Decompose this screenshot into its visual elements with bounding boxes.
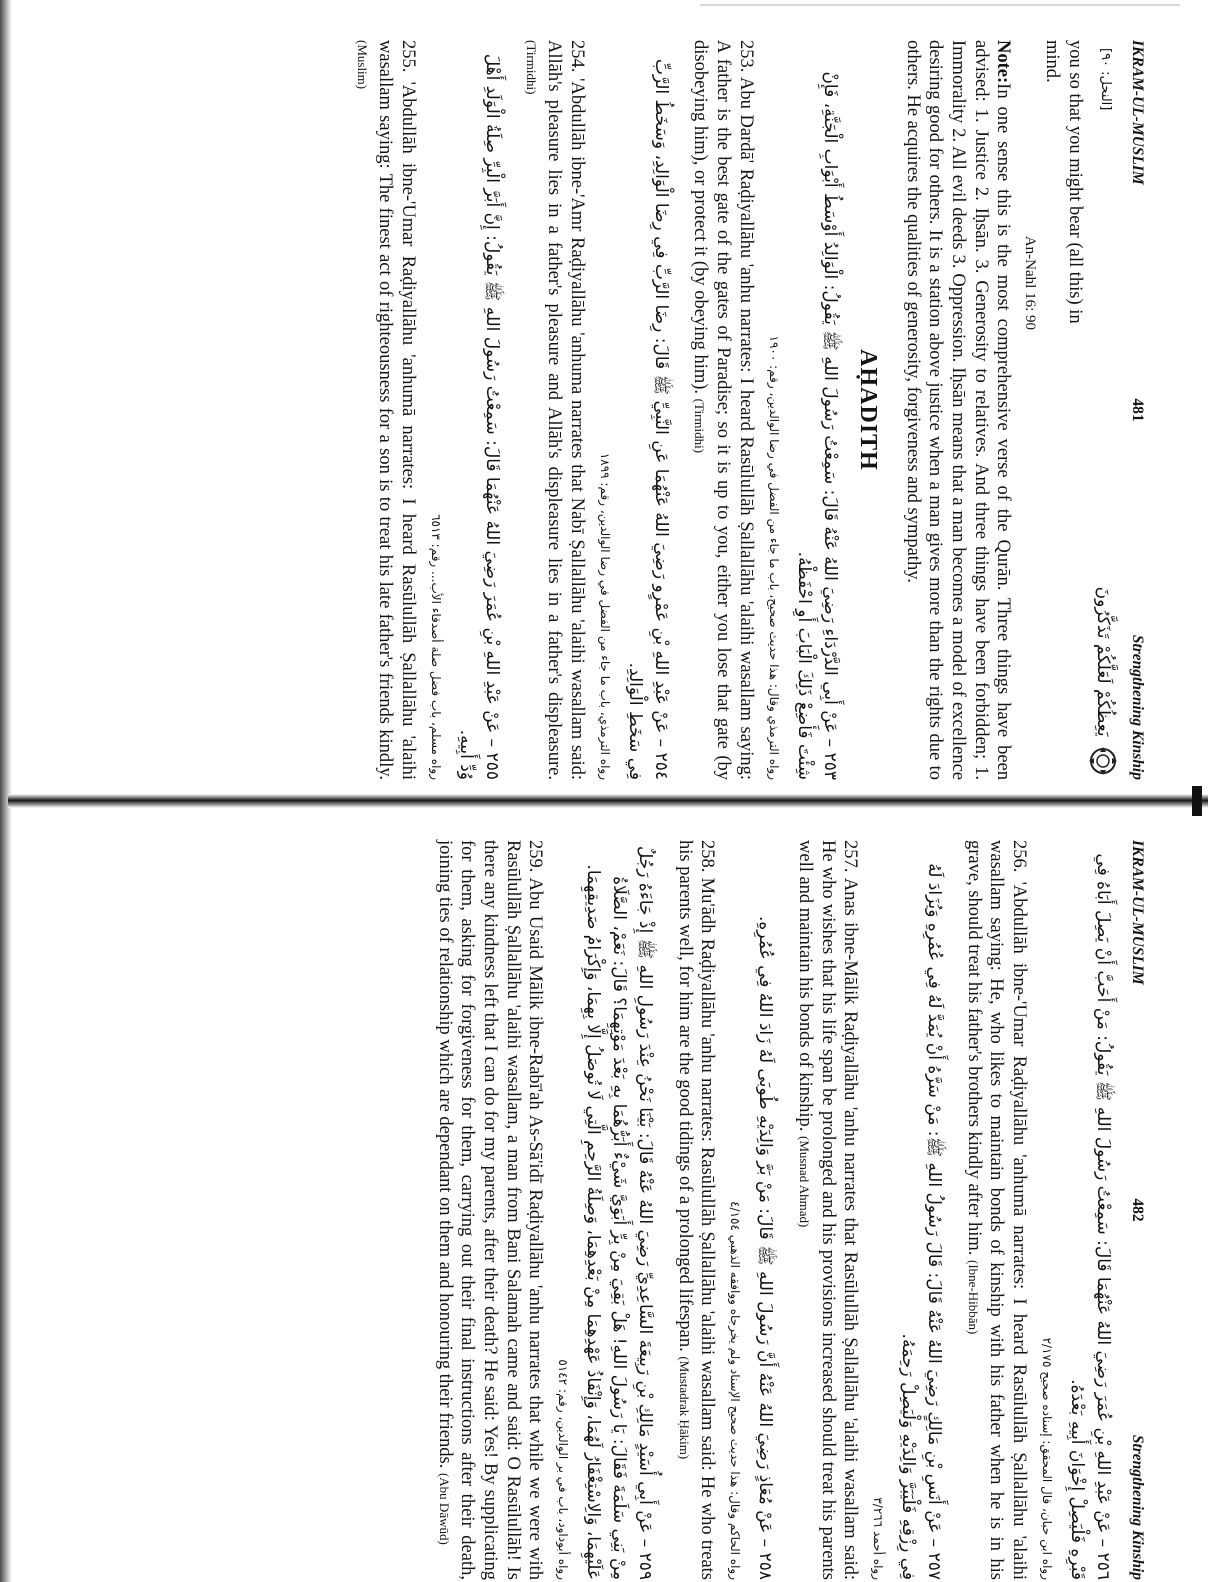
hadith-english-text: 255. 'Abdullāh ibne-'Umar Raḍiyallāhu 'anhumā narrates: I heard Rasūlullāh Ṣallallāhu 'alaihi wasallam saying: The finest act of righteousness for a son is to treat his late father's friends kindly. (375, 40, 419, 780)
hadith-english-text: 256. 'Abdullāh ibne-'Umar Raḍiyallāhu 'anhumā narrates: I heard Rasūlullāh Ṣallallāhu 'alaihi wasallam saying: He, who likes to maintain bonds of kinship with his father when he is in his grave, should treat his father's brothers kindly after him. (963, 840, 1029, 1580)
hadith-arabic-source: رواه الحاكم وقال: هذا حديث صحيح الإسناد ولم يخرجاه ووافقه الذهبي ٤/١٥٤ (728, 1201, 743, 1580)
hadith-arabic: ٢٥٣ – عَنْ أَبِي الدَّرْدَاءِ رَضِيَ اللهُ عَنْهُ قَالَ: سَمِعْتُ رَسُولَ اللهِ ﷺ يَقُولُ: الْوَالِدُ أَوْسَطُ أَبْوَابِ الْجَنَّةِ، فَإِنْ شِئْتَ فَأَضِعْ ذَلِكَ الْبَابَ أَوِ احْفَظْهُ. (793, 71, 840, 780)
hadith-256 (961, 840, 1116, 1580)
verse-english-ref-row (1018, 40, 1041, 330)
hadith-english-text: 259. Abu Usaid Mālik ibne-Rabī'ah As-Sā'idī Raḍiyallāhu 'anhu narrates that while we were with Rasūlullāh Ṣallallāhu 'alaihi wasallam, a man from Bani Salamah came and said: O Rasūlullāh! Is there any kindness left that I can do for my parents, after their death? He said: Yes! By supplicating for them, asking for forgiveness for them, carrying out their final instructions after their death, joining ties of relationship which are dependant on them and honouring their friends. (434, 840, 546, 1580)
hadith-arabic-source: رواه الترمذي، باب ما جاء من الفضل في رضا الوالدين، رقم: ١٨٩٩ (597, 452, 612, 780)
hadith-english-text: 253. Abu Dardā' Raḍiyallāhu 'anhu narrates: I heard Rasūlullāh Ṣallallāhu 'alaihi wasallam saying: A father is the best gate of the gates of Paradise; so it is up to you, either you lose that gate (by disobeying him), or protect it (by obeying him). (690, 40, 756, 780)
page-481 (120, 40, 1150, 780)
hadith-arabic: ٢٥٤ – عَنْ عَبْدِ اللهِ بْنِ عَمْرٍو رَضِيَ اللهُ عَنْهُمَا عَنِ النَّبِيِّ ﷺ قَالَ: رِضَا الرَّبِّ فِي رِضَا الْوَالِدِ، وَسَخَطُ الرَّبِّ فِي سَخَطِ الْوَالِدِ. (624, 58, 671, 780)
hadith-arabic: ٢٥٦ – عَنْ عَبْدِ اللهِ بْنِ عُمَرَ رَضِيَ اللهُ عَنْهُمَا قَالَ: سَمِعْتُ رَسُولَ اللهِ ﷺ يَقُولُ: مَنْ أَحَبَّ أَنْ يَصِلَ أَبَاهُ فِي قَبْرِهِ فَلْيَصِلْ إِخْوَانَ أَبِيهِ بَعْدَهُ. (1067, 853, 1113, 1580)
hadith-arabic: ٢٥٩ – عَنْ أَبِي أُسَيْدٍ مَالِكِ بْنِ رَبِيعَةَ السَّاعِدِيِّ رَضِيَ اللهُ عَنْهُ قَالَ: بَيْنَا نَحْنُ عِنْدَ رَسُولِ اللهِ ﷺ إِذْ جَاءَهُ رَجُلٌ مِنْ بَنِي سَلَمَةَ فَقَالَ: يَا رَسُولَ اللهِ! هَلْ بَقِيَ مِنْ بِرِّ أَبَوَيَّ شَيْءٌ أَبَرُّهُمَا بِهِ بَعْدَ مَوْتِهِمَا؟ قَالَ: نَعَمْ، الصَّلَاةُ عَلَيْهِمَا، وَالِاسْتِغْفَارُ لَهُمَا، وَإِنْفَاذُ عَهْدِهِمَا مِنْ بَعْدِهِمَا، وَصِلَةُ الرَّحِمِ الَّتِي لَا تُوصَلُ إِلَّا بِهِمَا، وَإِكْرَامُ صَدِيقِهِمَا. (583, 845, 656, 1580)
verse-arabic-row (1088, 40, 1118, 780)
hadith-259 (432, 840, 658, 1580)
hadith-english (672, 840, 718, 1580)
hadith-english-text: 254. 'Abdullāh ibne-'Amr Raḍiyallāhu 'anhuma narrates that Nabī Ṣallallāhu 'alaihi wasallam said: Allāh's pleasure lies in a father's pleasure and Allāh's displeasure lies in a father's displeasure. (544, 40, 587, 780)
hadith-source: (Muslim) (354, 40, 370, 90)
verse-arabic-text (1088, 110, 1118, 780)
verse-arabic-reference: [النحل: ٩٠] (1098, 48, 1113, 111)
running-header (1122, 40, 1150, 780)
hadith-english (519, 40, 588, 780)
hadith-english-text: 257. Anas ibne-Mālik Raḍiyallāhu 'anhu narrates that Rasūlullāh Ṣallallāhu 'alaihi wasallam said: He who wishes that his life span be prolonged and his provisions increased should treat his parents well and maintain his bonds of kinship. (795, 840, 861, 1580)
hadith-source: (Tirmidhi) (692, 398, 708, 454)
verse-arabic-words: يَعِظُكُمْ لَعَلَّكُمْ تَذَكَّرُونَ (1093, 586, 1113, 737)
hadith-english (688, 40, 757, 780)
hadith-english (350, 40, 419, 780)
verse-english-text: you so that you might bear (all this) in mind. (1042, 40, 1085, 324)
verse-end-ornament-icon (1088, 746, 1118, 776)
hadith-254 (519, 40, 674, 780)
hadith-arabic: ٢٥٧ – عَنْ أَنَسِ بْنِ مَالِكٍ رَضِيَ اللهُ عَنْهُ قَالَ: قَالَ رَسُولُ اللهِ ﷺ: مَنْ سَرَّهُ أَنْ يُمَدَّ لَهُ فِي عُمُرِهِ وَيُزَادَ لَهُ فِي رِزْقِهِ فَلْيَبَرَّ وَالِدَيْهِ وَلْيَصِلْ رَحِمَهُ. (898, 863, 945, 1580)
header-book-title: IKRAM-UL-MUSLIM (1129, 40, 1146, 185)
hadith-255 (350, 40, 505, 780)
page-gutter (8, 794, 1208, 808)
hadith-arabic: ٢٥٥ – عَنْ عَبْدِ اللهِ بْنِ عُمَرَ رَضِيَ اللهُ عَنْهُمَا قَالَ: سَمِعْتُ رَسُولَ اللهِ ﷺ يَقُولُ: إِنَّ أَبَرَّ الْبِرِّ صِلَةُ الْوَلَدِ أَهْلَ وُدِّ أَبِيهِ. (456, 53, 503, 780)
hadith-source: (Mustadrak Ḥākim) (676, 1356, 692, 1460)
hadith-source: (Tirmidhi) (523, 40, 539, 95)
verse-english-row (1041, 40, 1086, 330)
hadith-source: (Abu Dāwūd) (436, 1472, 452, 1545)
hadith-english (432, 840, 546, 1580)
header-book-title: IKRAM-UL-MUSLIM (1129, 840, 1146, 985)
note-label: Note: (993, 40, 1014, 84)
hadith-257 (792, 840, 947, 1580)
page-482 (120, 840, 1150, 1580)
header-chapter-title: Strengthening Kinship (1129, 1434, 1146, 1580)
note-text: In one sense this is the most comprehensive verse of the Qurān. Three things have been advised: 1. Justice 2. Iḥsān. 3. Generosity to relatives. And three things have been forbidden; 1. Immorality 2. All evil deeds 3. Oppression. Iḥsān means that a man becomes a model of excellence desiring good for others. It is a station above justice when a man gives more than the rights due to others. He acquires the qualities of generosity, forgiveness and sympathy. (902, 40, 1014, 780)
hadith-arabic-source: رواه مسلم، باب فضل صلة أصدقاء الأب... رقم: ٦٥١٣ (429, 514, 444, 780)
hadith-source: (Ibne-Hibbān) (965, 1259, 981, 1335)
note-paragraph (901, 40, 1014, 780)
header-page-number: 482 (1129, 1198, 1146, 1222)
hadith-arabic-source: رواه ابن حبان، قال المحقق: إسناده صحيح ٢/١٧٥ (1040, 1337, 1054, 1580)
hadith-source: (Musnad Ahmad) (797, 1135, 813, 1228)
book-spine-shadow (0, 0, 12, 1582)
header-page-number: 481 (1129, 398, 1146, 422)
hadith-arabic-source: رواه أحمد ٣/٢٦٦ (871, 1497, 886, 1580)
verse-english-reference: An-Nahl 16: 90 (1021, 235, 1038, 330)
hadith-arabic-source: رواه أبوداود، باب في بر الوالدين، رقم: ٥١٤٢ (556, 1359, 571, 1580)
running-header (1122, 840, 1150, 1580)
section-title: AḤADITH (855, 349, 882, 471)
hadith-253 (688, 40, 843, 780)
hadith-english (961, 840, 1030, 1580)
scan-artifact-line (700, 4, 1180, 6)
gutter-mark (1192, 786, 1202, 816)
hadith-english (792, 840, 861, 1580)
hadith-258 (672, 840, 778, 1580)
hadith-arabic: ٢٥٨ – عَنْ مُعَاذٍ رَضِيَ اللهُ عَنْهُ أَنَّ رَسُولَ اللهِ ﷺ قَالَ: مَنْ بَرَّ وَالِدَيْهِ طُوبَى لَهُ زَادَ اللهُ فِي عُمُرِهِ. (755, 916, 776, 1580)
hadith-english-text: 258. Mu'ādh Raḍiyallāhu 'anhu narrates: Rasūlullāh Ṣallallāhu 'alaihi wasallam said: He who treats his parents well, for him are the good tidings of a prolonged lifespan. (674, 840, 718, 1580)
header-chapter-title: Strengthening Kinship (1129, 634, 1146, 780)
hadith-arabic-source: رواه الترمذي وقال: هذا حديث صحيح، باب ما جاء من الفضل في رضا الوالدين، رقم: ١٩٠٠ (766, 335, 781, 780)
